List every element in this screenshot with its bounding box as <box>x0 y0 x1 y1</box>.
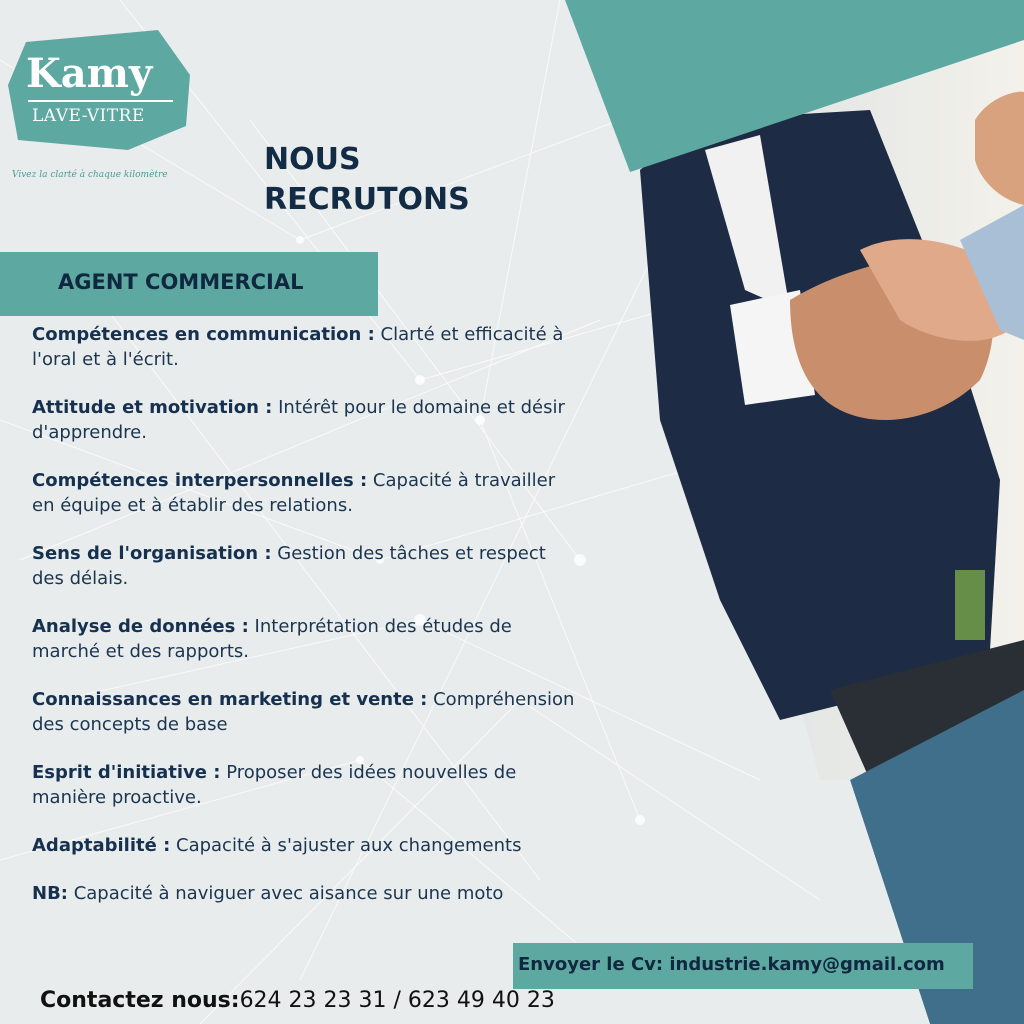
headline-line-1: NOUS <box>264 142 361 177</box>
skill-text: Capacité à travailler en équipe et à établir des relations. <box>32 470 556 516</box>
skill-text: Capacité à naviguer avec aisance sur une moto <box>67 883 504 904</box>
logo-tagline: Vivez la clarté à chaque kilomètre <box>12 170 168 180</box>
contact-line <box>40 988 555 1013</box>
skill-text: Gestion des tâches et respect des délais. <box>32 543 546 589</box>
list-item <box>32 687 577 737</box>
skill-text: Interprétation des études de marché et des rapports. <box>32 616 512 662</box>
logo-divider <box>28 100 173 102</box>
list-item <box>32 395 577 445</box>
contact-label: Contactez nous: <box>40 988 240 1013</box>
skill-key: NB: <box>32 883 68 904</box>
list-item <box>32 322 577 372</box>
skill-key: Adaptabilité : <box>32 835 171 856</box>
skill-key: Compétences en communication : <box>32 324 375 345</box>
logo-subtitle: LAVE-VITRE <box>32 106 145 126</box>
skill-text: Proposer des idées nouvelles de manière proactive. <box>32 762 517 808</box>
skill-key: Esprit d'initiative : <box>32 762 221 783</box>
logo-name: Kamy <box>26 50 153 97</box>
skill-key: Attitude et motivation : <box>32 397 273 418</box>
skill-text: Compréhension des concepts de base <box>32 689 575 735</box>
list-item <box>32 541 577 591</box>
role-title: AGENT COMMERCIAL <box>58 270 304 294</box>
skill-key: Compétences interpersonnelles : <box>32 470 368 491</box>
contact-phones: 624 23 23 31 / 623 49 40 23 <box>239 988 555 1013</box>
skill-key: Sens de l'organisation : <box>32 543 272 564</box>
skill-text: Intérêt pour le domaine et désir d'apprendre. <box>32 397 565 443</box>
skill-key: Analyse de données : <box>32 616 249 637</box>
skill-key: Connaissances en marketing et vente : <box>32 689 428 710</box>
list-item <box>32 760 577 810</box>
headline <box>264 140 470 220</box>
headline-line-2: RECRUTONS <box>264 182 470 217</box>
list-item <box>32 614 577 664</box>
cv-email-text: Envoyer le Cv: industrie.kamy@gmail.com <box>518 954 945 975</box>
skill-text: Clarté et efficacité à l'oral et à l'écrit. <box>32 324 564 370</box>
skill-text: Capacité à s'ajuster aux changements <box>170 835 522 856</box>
list-item <box>32 881 577 906</box>
skills-list <box>32 322 577 929</box>
list-item <box>32 468 577 518</box>
list-item <box>32 833 577 858</box>
